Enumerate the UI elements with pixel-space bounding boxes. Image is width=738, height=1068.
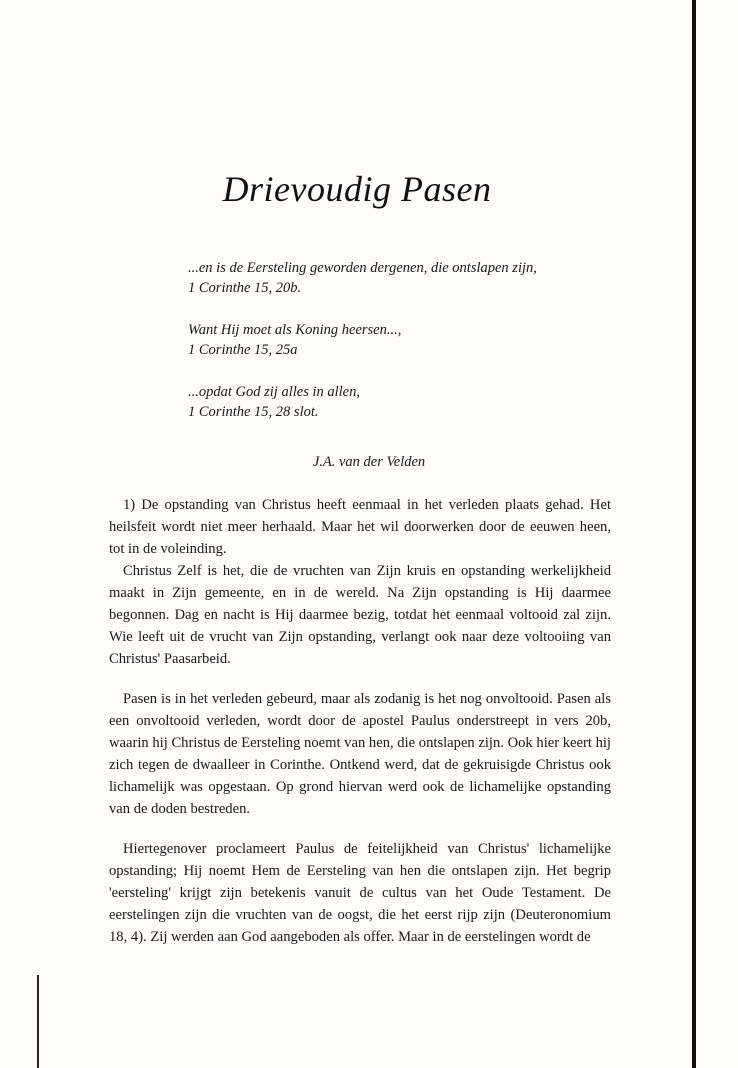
paragraph: Pasen is in het verleden gebeurd, maar als zodanig is het nog onvoltooid. Pasen als een onvoltooid verleden, wordt door de apostel Paulus onderstreept in vers 20b, waarin hij Christus de Eersteling noemt van hen, die ontslapen zijn. Ook hier keert hij zich tegen de dwaalleer in Corinthe. Ontkend werd, dat de gekruisigde Christus ook lichamelijk was opgestaan. Op grond hiervan werd ook de lichamelijke opstanding van de doden bestreden. [109, 691, 611, 817]
paragraph: Christus Zelf is het, die de vruchten van Zijn kruis en opstanding werkelijkheid maakt in Zijn gemeente, en in de wereld. Na Zijn opstanding is Hij daarmee begonnen. Dag en nacht is Hij daarmee bezig, totdat het eenmaal voltooid zal zijn. Wie leeft uit de vrucht van Zijn opstanding, verlangt ook naar deze voltooiing van Christus' Paasarbeid. [109, 563, 611, 667]
motto-3 [188, 382, 648, 422]
motto-quote: ...opdat God zij alles in allen, [188, 384, 360, 400]
motto-quote: Want Hij moet als Koning heersen..., [188, 322, 402, 338]
motto-reference: 1 Corinthe 15, 28 slot. [188, 404, 319, 420]
scan-right-edge [692, 0, 696, 1068]
scan-left-edge [37, 975, 39, 1068]
paragraph: Hiertegenover proclameert Paulus de feitelijkheid van Christus' lichamelijke opstanding; Hij noemt Hem de Eersteling van hen die ontslapen zijn. Het begrip 'eersteling' krijgt zijn betekenis vanuit de cultus van het Oude Testament. De eerstelingen zijn die vruchten van de oogst, die het eerst rijp zijn (Deuteronomium 18, 4). Zij werden aan God aangeboden als offer. Maar in de eerstelingen wordt de [109, 841, 611, 945]
motto-reference: 1 Corinthe 15, 25a [188, 342, 298, 358]
motto-reference: 1 Corinthe 15, 20b. [188, 280, 302, 296]
motto-1 [188, 258, 648, 298]
section-3 [109, 838, 611, 948]
paragraph: 1) De opstanding van Christus heeft eenmaal in het verleden plaats gehad. Het heilsfeit wordt niet meer herhaald. Maar het wil doorwerken door de eeuwen heen, tot in de voleinding. [109, 497, 611, 557]
article-title: Drievoudig Pasen [222, 169, 492, 209]
motto-2 [188, 320, 648, 360]
section-2 [109, 688, 611, 820]
author: J.A. van der Velden [312, 454, 426, 470]
section-1 [109, 494, 611, 670]
motto-quote: ...en is de Eersteling geworden dergenen, die ontslapen zijn, [188, 260, 537, 276]
